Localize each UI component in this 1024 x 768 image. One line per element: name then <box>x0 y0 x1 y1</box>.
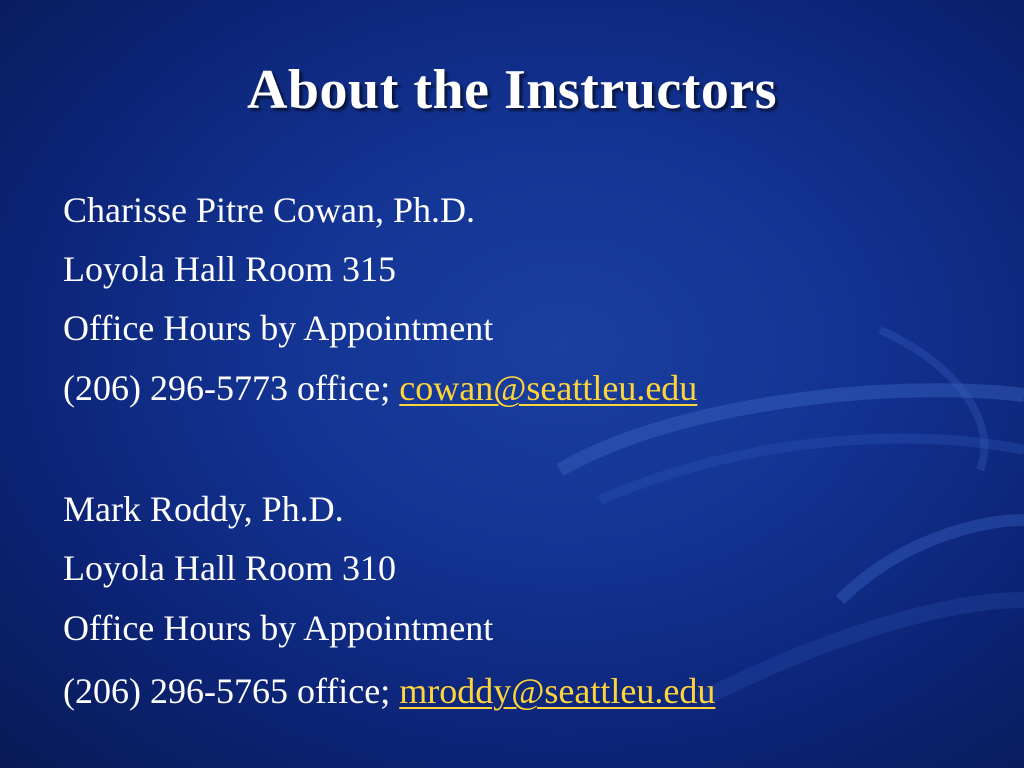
instructor-1-email-link[interactable]: cowan@seattleu.edu <box>399 368 698 408</box>
instructor-2-room: Loyola Hall Room 310 <box>63 548 396 588</box>
instructor-1-room: Loyola Hall Room 315 <box>63 249 396 289</box>
instructor-2-phone: (206) 296-5765 office; <box>63 671 400 711</box>
instructor-2-name: Mark Roddy, Ph.D. <box>63 489 344 529</box>
instructor-2-hours: Office Hours by Appointment <box>63 608 494 648</box>
slide-title: About the Instructors <box>246 59 778 121</box>
instructor-1-hours: Office Hours by Appointment <box>63 308 494 348</box>
instructor-2-contact <box>63 673 715 709</box>
instructor-1-contact <box>63 370 697 406</box>
instructor-1-name: Charisse Pitre Cowan, Ph.D. <box>63 190 475 230</box>
instructor-1-phone: (206) 296-5773 office; <box>63 368 400 408</box>
instructor-2-email-link[interactable]: mroddy@seattleu.edu <box>399 671 716 711</box>
